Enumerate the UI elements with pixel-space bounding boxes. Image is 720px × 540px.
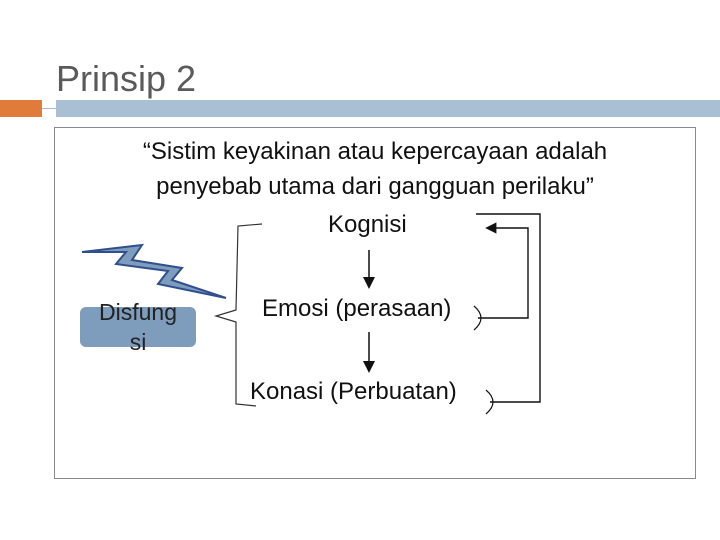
disfungsi-label [80, 297, 196, 357]
quote-line-1: “Sistim keyakinan atau kepercayaan adalah [142, 138, 608, 165]
slide-title: Prinsip 2 [56, 58, 197, 99]
feedback-konasi-to-kognisi [476, 214, 540, 402]
lightning-bolt-icon [82, 245, 226, 298]
feedback-emosi-to-kognisi [478, 228, 528, 318]
disfungsi-line-2: si [129, 329, 147, 355]
node-emosi: Emosi (perasaan) [262, 295, 452, 322]
node-konasi: Konasi (Perbuatan) [250, 378, 457, 405]
node-kognisi: Kognisi [328, 211, 407, 238]
disfungsi-line-1: Disfung [99, 299, 177, 325]
quote-line-2: penyebab utama dari gangguan perilaku” [156, 173, 594, 200]
